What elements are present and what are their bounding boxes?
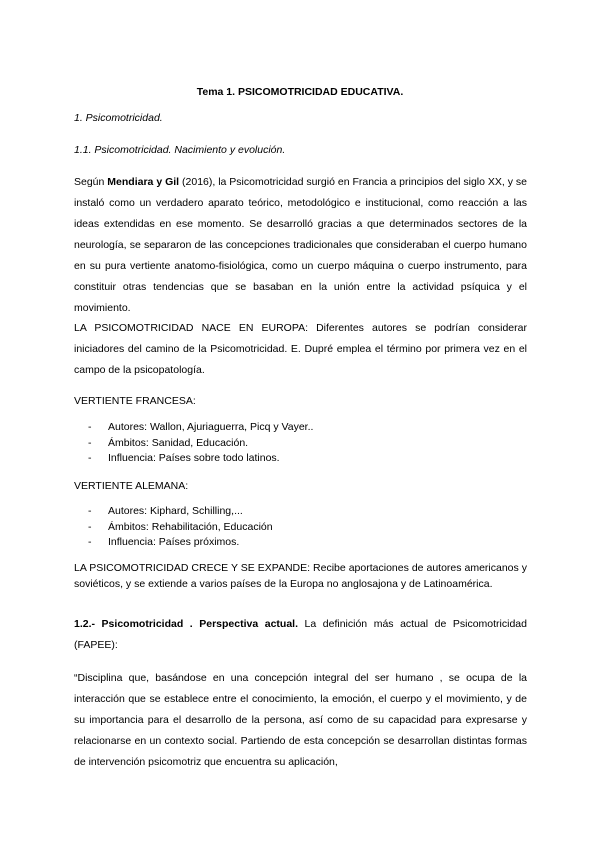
intro-text: (2016), la Psicomotricidad surgió en Francia a principios del siglo XX, y se instaló como un verdadero aparato teórico, metodológico e institucional, como reacción a las ideas extendidas en ese momento. Se desarrolló gracias a que determinados sectores de la neurología, se separaron de las concepciones tradicionales que consideraban el cuerpo humano en su pura vertiente anatomo-fisiológica, como un cuerpo máquina o cuerpo instrumento, para constituir otras tendencias que se basaban en la unión entre la actividad psíquica y el movimiento. (74, 176, 528, 314)
section-1-2 (74, 614, 527, 656)
intro-lead: Según (74, 176, 108, 188)
document-title: Tema 1. PSICOMOTRICIDAD EDUCATIVA. (196, 86, 404, 98)
heading-nacimiento-evolucion: 1.1. Psicomotricidad. Nacimiento y evolución. (74, 144, 286, 156)
german-label: VERTIENTE ALEMANA: (74, 480, 189, 492)
intro-paragraph (74, 172, 527, 319)
section-1-2-heading: 1.2.- Psicomotricidad . Perspectiva actual. (74, 618, 299, 630)
list-item: - Ámbitos: Sanidad, Educación. (88, 436, 313, 452)
list-item: - Influencia: Países próximos. (88, 535, 273, 551)
french-label: VERTIENTE FRANCESA: (74, 395, 196, 407)
expand-paragraph: LA PSICOMOTRICIDAD CRECE Y SE EXPANDE: Recibe aportaciones de autores americanos y soviéticos, y se extiende a varios países de la Europa no anglosajona y de Latinoamérica. (74, 562, 527, 590)
list-item: - Ámbitos: Rehabilitación, Educación (88, 520, 273, 536)
french-list (88, 420, 313, 467)
section-1-2-text: La definición más actual de Psicomotricidad (FAPEE): (74, 618, 527, 651)
intro-author: Mendiara y Gil (107, 176, 180, 188)
fapee-quote: “Disciplina que, basándose en una concepción integral del ser humano , se ocupa de la interacción que se establece entre el conocimiento, la emoción, el cuerpo y el movimiento, y de su importancia para el desarrollo de la persona, así como de su capacidad para expresarse y relacionarse en un contexto social. Partiendo de esta concepción se desarrollan distintas formas de intervención psicomotriz que encuentra su aplicación, (74, 672, 527, 768)
list-item: - Autores: Kiphard, Schilling,... (88, 504, 273, 520)
europe-paragraph: LA PSICOMOTRICIDAD NACE EN EUROPA: Diferentes autores se podrían considerar iniciadores del camino de la Psicomotricidad. E. Dupré emplea el término por primera vez en el campo de la psicopatología. (74, 322, 527, 376)
heading-psicomotricidad: 1. Psicomotricidad. (74, 112, 163, 124)
list-item: - Autores: Wallon, Ajuriaguerra, Picq y Vayer.. (88, 420, 313, 436)
german-list (88, 504, 273, 551)
list-item: - Influencia: Países sobre todo latinos. (88, 451, 313, 467)
